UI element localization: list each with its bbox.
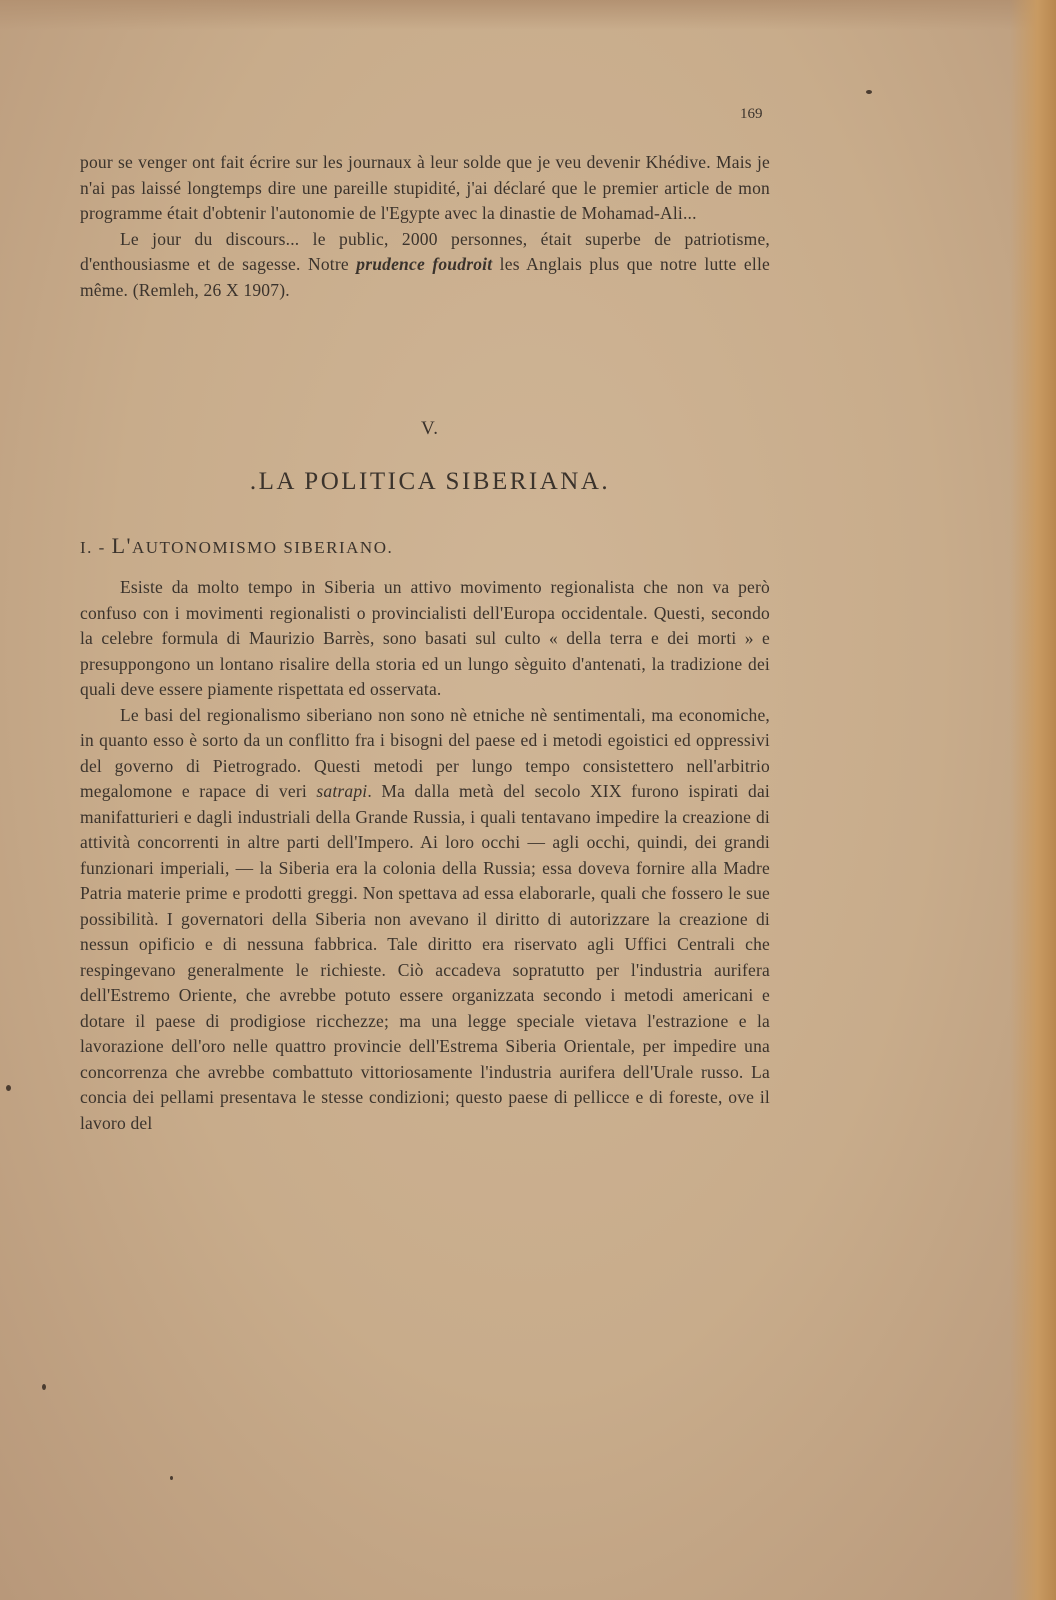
subheading-number: I. - xyxy=(80,538,112,557)
ink-fleck xyxy=(6,1085,11,1091)
body-paragraph-2-start: Le basi del regionalismo siberiano non sono nè etniche nè sentimentali, ma economiche, in quanto esso è sorto da un conflitto fra i bisogni del paese ed i metodi egoistici ed oppressivi del governo di Pietrogrado. Questi metodi per lungo tempo consistettero nell'arbitrio megalomone e rapace di veri xyxy=(80,704,770,801)
body-paragraph-2-end: . Ma dalla metà del secolo XIX furono ispirati dai manifatturieri e dagli industriali della Grande Russia, i quali tentavano impedire la creazione di attività concorrenti in altre parti dell'Impero. Ai loro occhi — agli occhi, quindi, dei grandi funzionari imperiali, — la Siberia era la colonia della Russia; essa doveva fornire alla Madre Patria materie prime e prodotti greggi. Non spettava ad essa elaborarle, quali che fossero le sue possibilità. I governatori della Siberia non avevano il diritto di autorizzare la creazione di nessun opificio e di nessuna fabbrica. Tale diritto era riservato agli Uffici Centrali che respingevano generalmente le richieste. Ciò accadeva sopratutto per l'industria aurifera dell'Estremo Oriente, che avrebbe potuto essere organizzata secondo i metodi americani e dotare il paese di prodigiose ricchezze; ma una legge speciale vietava l'estrazione e la lavorazione dell'oro nelle quattro provincie dell'Estrema Siberia Orientale, per impedire una concorrenza che avrebbe combattuto vittoriosamente l'industria aurifera dell'Urale russo. La concia dei pellami presentava le stesse condizioni; questo paese di pellicce e di foreste, ove il lavoro del xyxy=(80,781,770,1133)
intro-paragraph-2 xyxy=(80,227,770,304)
ink-fleck xyxy=(42,1384,46,1390)
subheading-initial: L' xyxy=(111,533,132,558)
page-right-edge xyxy=(1010,0,1056,1600)
body-emphasis: satrapi xyxy=(316,781,368,801)
section-number: V. xyxy=(420,418,440,439)
ink-fleck xyxy=(866,90,872,94)
subheading-text: AUTONOMISMO SIBERIANO. xyxy=(131,538,394,557)
ink-fleck xyxy=(170,1476,173,1480)
intro-paragraph-2-start: Le jour du discours... le public, 2000 personnes, était superbe de patriotisme, d'enthousiasme et de sagesse. Notre xyxy=(80,228,770,274)
body-paragraph-2 xyxy=(80,703,770,1137)
intro-emphasis: prudence foudroit xyxy=(356,254,493,274)
intro-paragraph-2-end: les Anglais plus que notre lutte elle même. (Remleh, 26 X 1907). xyxy=(80,254,770,300)
page-number: 169 xyxy=(740,106,763,122)
intro-paragraph-1: pour se venger ont fait écrire sur les journaux à leur solde que je veu devenir Khédive. Mais je n'ai pas laissé longtemps dire une pareille stupidité, j'ai déclaré que le premier article de mon programme était d'obtenir l'autonomie de l'Egypte avec la dinastie de Mohamad-Ali... xyxy=(80,152,770,223)
body-text xyxy=(80,575,770,1136)
chapter-title: .LA POLITICA SIBERIANA. xyxy=(249,468,611,495)
page-top-shadow xyxy=(0,0,1056,30)
subheading xyxy=(80,533,393,559)
body-paragraph-1: Esiste da molto tempo in Siberia un attivo movimento regionalista che non va però confuso con i movimenti regionalisti o provincialisti dell'Europa occidentale. Questi, secondo la celebre formula di Maurizio Barrès, sono basati sul culto « della terra e dei morti » e presuppongono un lontano risalire della storia ed un lungo sèguito d'antenati, la tradizione dei quali deve essere piamente rispettata ed osservata. xyxy=(80,577,770,699)
intro-text xyxy=(80,150,770,303)
